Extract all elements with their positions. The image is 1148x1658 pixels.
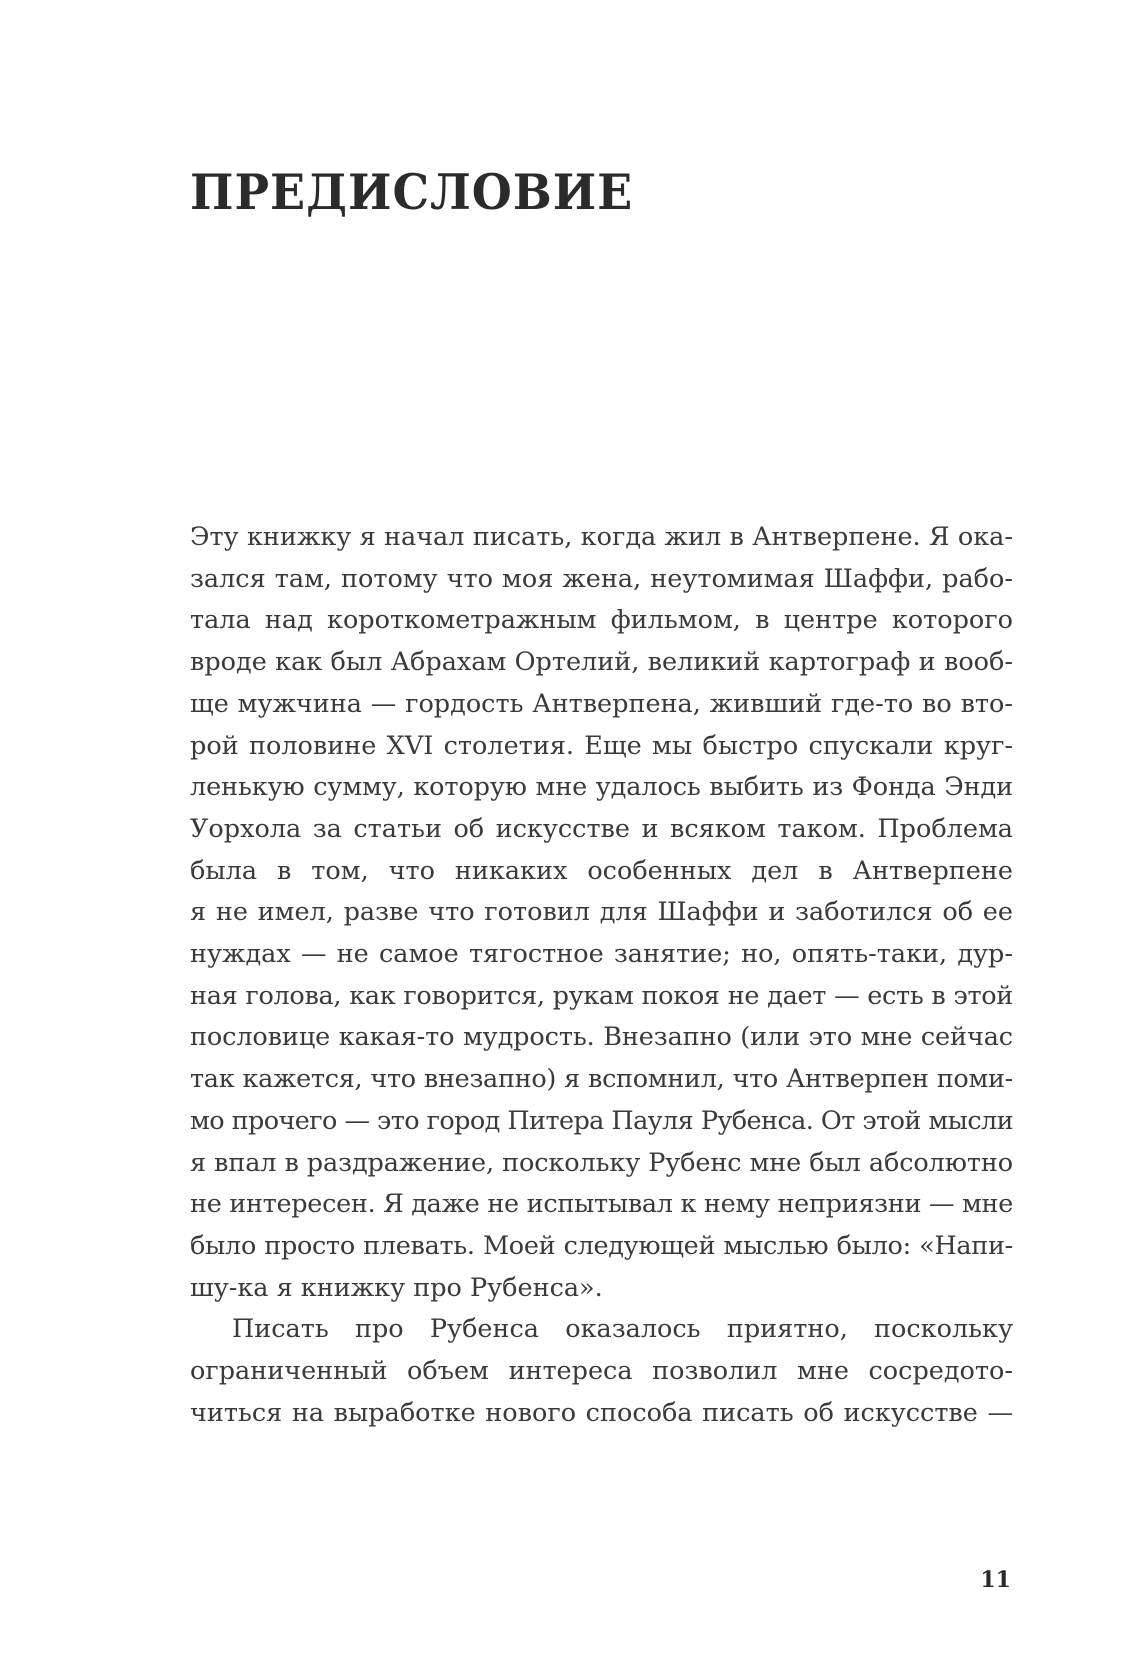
- text-line: Писать про Рубенса оказалось приятно, поскольку: [232, 1314, 1013, 1345]
- text-line: не интересен. Я даже не испытывал к нему неприязни — мне: [190, 1189, 1013, 1220]
- text-line: я не имел, разве что готовил для Шаффи и заботился об ее: [190, 897, 1013, 928]
- text-line: ограниченный объем интереса позволил мне сосредото-: [190, 1356, 1013, 1387]
- text-line: ще мужчина — гордость Антверпена, живший где-то во вто-: [190, 688, 1013, 719]
- text-line: ленькую сумму, которую мне удалось выбить из Фонда Энди: [190, 772, 1013, 803]
- text-line: Уорхола за статьи об искусстве и всяком таком. Проблема: [190, 813, 1013, 844]
- text-line: Эту книжку я начал писать, когда жил в Антверпене. Я ока-: [190, 522, 1013, 552]
- chapter-title: ПРЕДИСЛОВИЕ: [190, 163, 634, 221]
- text-line: рой половине XVI столетия. Еще мы быстро спускали круг-: [190, 730, 1013, 761]
- text-line: вроде как был Абрахам Ортелий, великий картограф и вооб-: [190, 647, 1013, 678]
- body-text: [190, 517, 1013, 1434]
- text-line: пословице какая-то мудрость. Внезапно (или это мне сейчас: [190, 1022, 1013, 1053]
- text-line: читься на выработке нового способа писать об искусстве —: [190, 1397, 1013, 1428]
- text-line: я впал в раздражение, поскольку Рубенс мне был абсолютно: [190, 1147, 1013, 1178]
- text-line: шу-ка я книжку про Рубенса».: [190, 1272, 603, 1303]
- text-line: так кажется, что внезапно) я вспомнил, что Антверпен поми-: [190, 1064, 1013, 1095]
- page-number: 11: [980, 1567, 1011, 1593]
- text-line: ная голова, как говорится, рукам покоя не дает — есть в этой: [190, 980, 1013, 1011]
- text-line: нуждах — не самое тягостное занятие; но, опять-таки, дур-: [190, 939, 1013, 970]
- text-line: мо прочего — это город Питера Пауля Рубенса. От этой мысли: [190, 1105, 1013, 1136]
- text-line: была в том, что никаких особенных дел в Антверпене: [190, 855, 1013, 886]
- text-line: зался там, потому что моя жена, неутомимая Шаффи, рабо-: [190, 563, 1013, 594]
- text-line: тала над короткометражным фильмом, в центре которого: [190, 605, 1013, 636]
- text-line: было просто плевать. Моей следующей мыслью было: «Напи-: [190, 1230, 1013, 1261]
